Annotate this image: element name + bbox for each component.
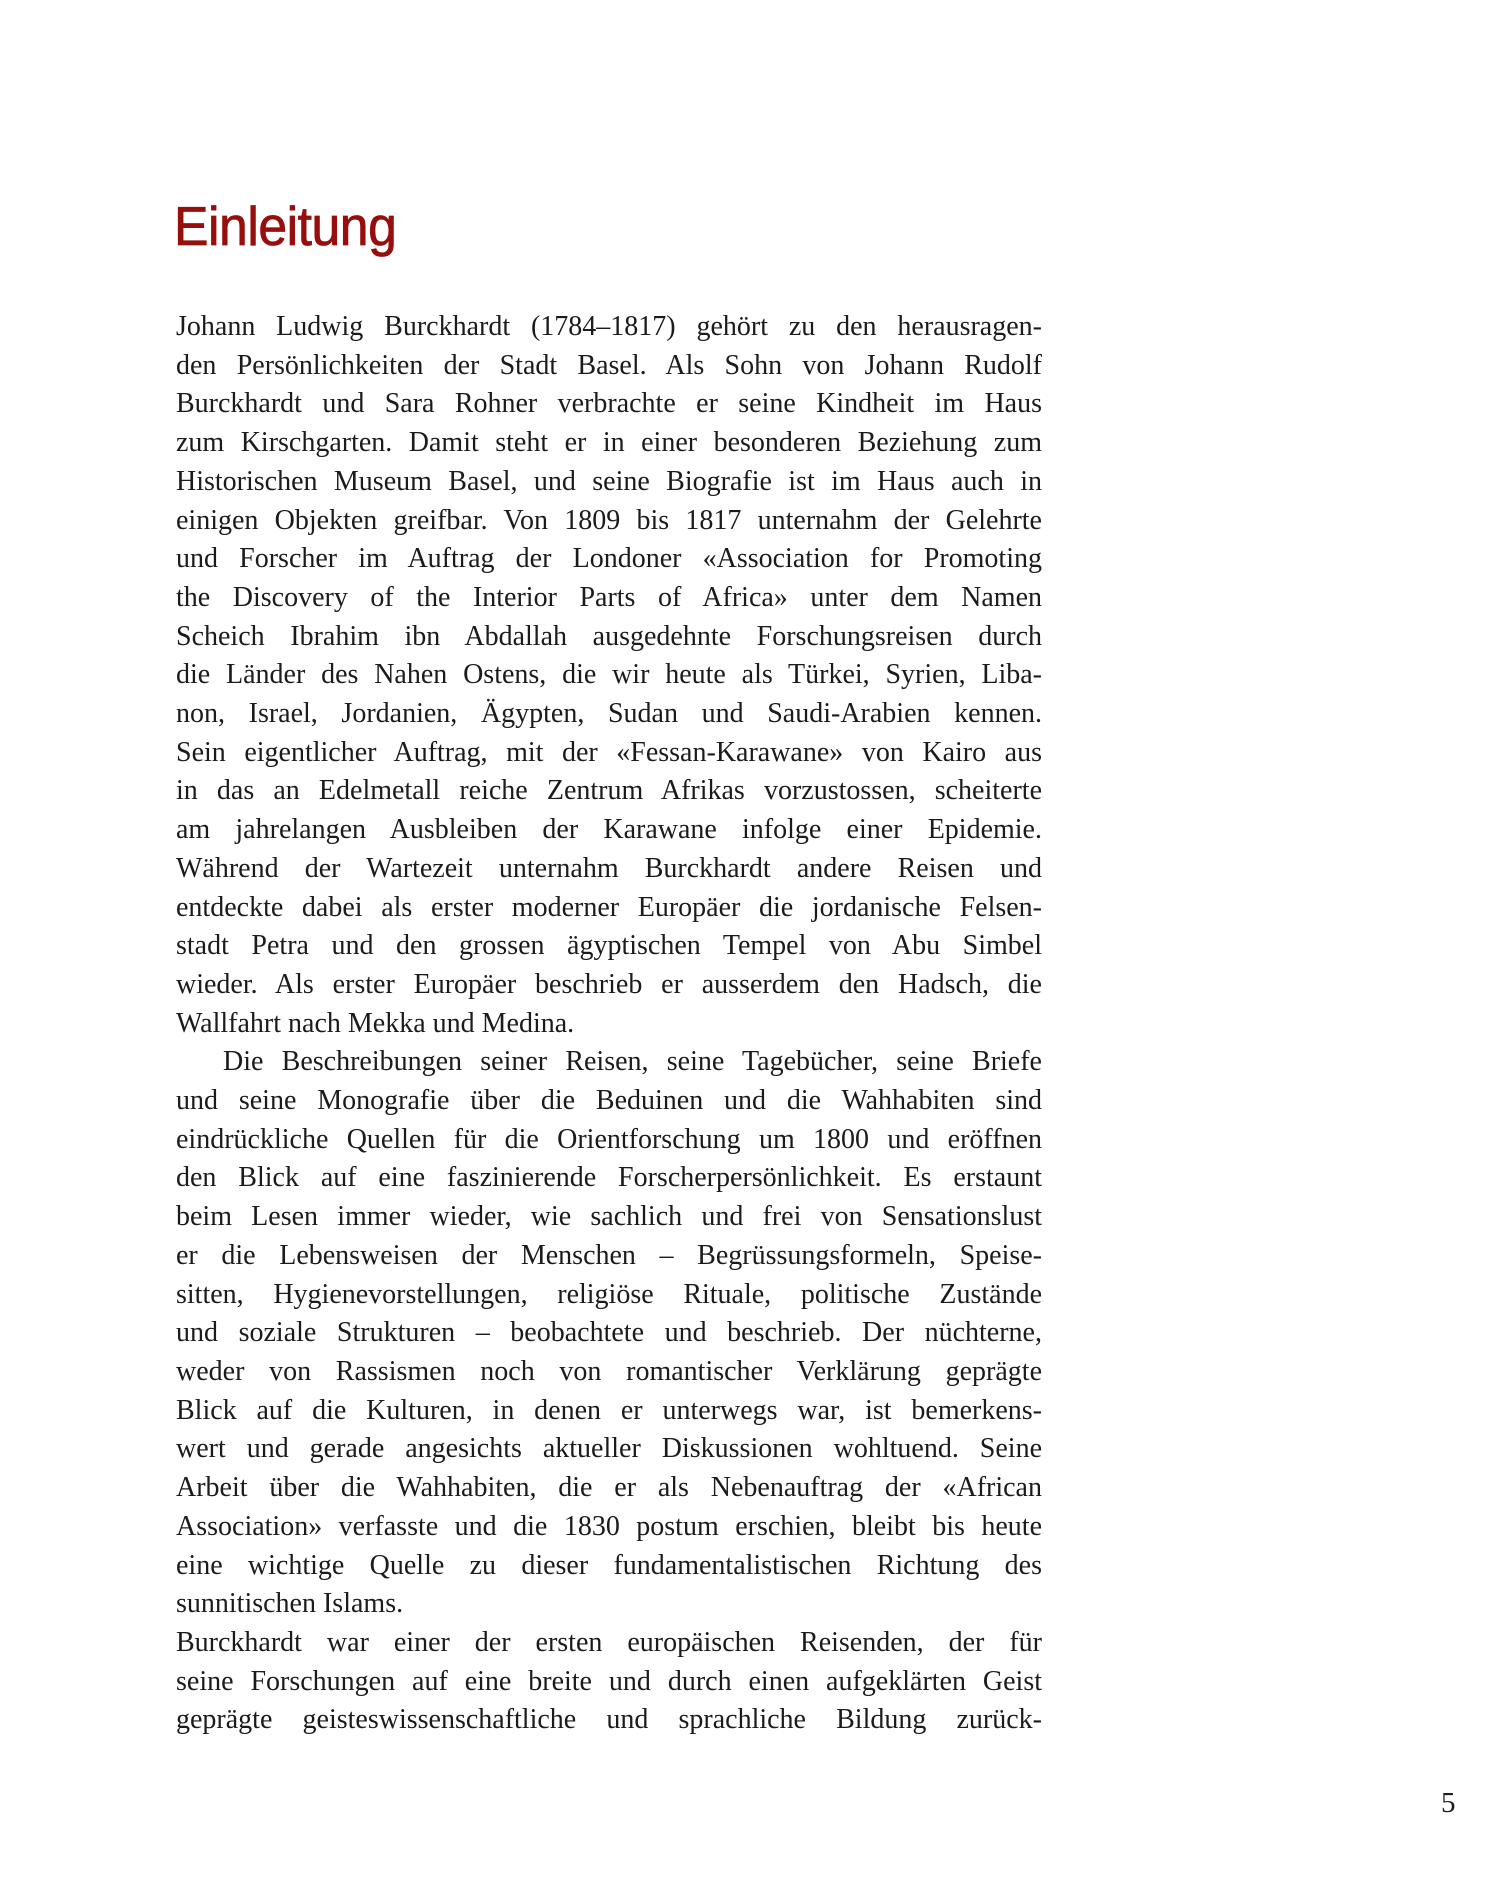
chapter-title: Einleitung [174, 195, 397, 257]
text-line: eindrückliche Quellen für die Orientforschung um 1800 und eröffnen [176, 1123, 1042, 1155]
text-line: Scheich Ibrahim ibn Abdallah ausgedehnte Forschungsreisen durch [176, 620, 1042, 652]
text-line: am jahrelangen Ausbleiben der Karawane infolge einer Epidemie. [176, 814, 1042, 846]
text-line: den Persönlichkeiten der Stadt Basel. Als Sohn von Johann Rudolf [176, 349, 1042, 381]
text-line: er die Lebensweisen der Menschen – Begrüssungsformeln, Speise- [176, 1239, 1042, 1271]
text-line: Johann Ludwig Burckhardt (1784–1817) gehört zu den herausragen- [176, 311, 1042, 342]
text-line: Die Beschreibungen seiner Reisen, seine Tagebücher, seine Briefe [223, 1046, 1042, 1078]
page-body [176, 308, 1042, 1740]
text-line: Während der Wartezeit unternahm Burckhardt andere Reisen und [176, 852, 1042, 884]
text-line: the Discovery of the Interior Parts of Africa» unter dem Namen [176, 581, 1042, 613]
text-line: weder von Rassismen noch von romantischer Verklärung geprägte [176, 1355, 1042, 1387]
text-line: sunnitischen Islams. [176, 1588, 404, 1620]
text-line: geprägte geisteswissenschaftliche und sprachliche Bildung zurück- [176, 1704, 1042, 1736]
text-line: wert und gerade angesichts aktueller Diskussionen wohltuend. Seine [176, 1433, 1042, 1465]
text-line: Burckhardt und Sara Rohner verbrachte er seine Kindheit im Haus [176, 388, 1042, 420]
text-line: die Länder des Nahen Ostens, die wir heute als Türkei, Syrien, Liba- [176, 659, 1042, 691]
text-line: beim Lesen immer wieder, wie sachlich und frei von Sensationslust [176, 1201, 1042, 1233]
text-line: zum Kirschgarten. Damit steht er in einer besonderen Beziehung zum [176, 427, 1042, 459]
text-line: den Blick auf eine faszinierende Forscherpersönlichkeit. Es erstaunt [176, 1162, 1042, 1194]
text-line: Sein eigentlicher Auftrag, mit der «Fessan-Karawane» von Kairo aus [176, 736, 1042, 768]
text-line: sitten, Hygienevorstellungen, religiöse Rituale, politische Zustände [176, 1278, 1042, 1310]
text-line: einigen Objekten greifbar. Von 1809 bis 1817 unternahm der Gelehrte [176, 504, 1042, 536]
text-line: Burckhardt war einer der ersten europäischen Reisenden, der für [176, 1626, 1042, 1658]
text-line: Historischen Museum Basel, und seine Biografie ist im Haus auch in [176, 465, 1042, 497]
text-line: entdeckte dabei als erster moderner Europäer die jordanische Felsen- [176, 891, 1042, 923]
page-number: 5 [1441, 1787, 1456, 1819]
text-line: und Forscher im Auftrag der Londoner «Association for Promoting [176, 543, 1042, 575]
text-line: wieder. Als erster Europäer beschrieb er ausserdem den Hadsch, die [176, 968, 1042, 1000]
text-line: Wallfahrt nach Mekka und Medina. [176, 1007, 575, 1039]
text-line: in das an Edelmetall reiche Zentrum Afrikas vorzustossen, scheiterte [176, 775, 1042, 807]
text-line: seine Forschungen auf eine breite und durch einen aufgeklärten Geist [176, 1665, 1042, 1697]
text-line: Blick auf die Kulturen, in denen er unterwegs war, ist bemerkens- [176, 1394, 1042, 1426]
text-line: und seine Monografie über die Beduinen und die Wahhabiten sind [176, 1085, 1042, 1117]
text-line: eine wichtige Quelle zu dieser fundamentalistischen Richtung des [176, 1549, 1042, 1581]
text-line: Arbeit über die Wahhabiten, die er als Nebenauftrag der «African [176, 1472, 1042, 1504]
text-line: non, Israel, Jordanien, Ägypten, Sudan und Saudi-Arabien kennen. [176, 698, 1042, 730]
text-line: und soziale Strukturen – beobachtete und beschrieb. Der nüchterne, [176, 1317, 1042, 1349]
text-line: stadt Petra und den grossen ägyptischen Tempel von Abu Simbel [176, 930, 1042, 962]
text-line: Association» verfasste und die 1830 postum erschien, bleibt bis heute [176, 1510, 1042, 1542]
